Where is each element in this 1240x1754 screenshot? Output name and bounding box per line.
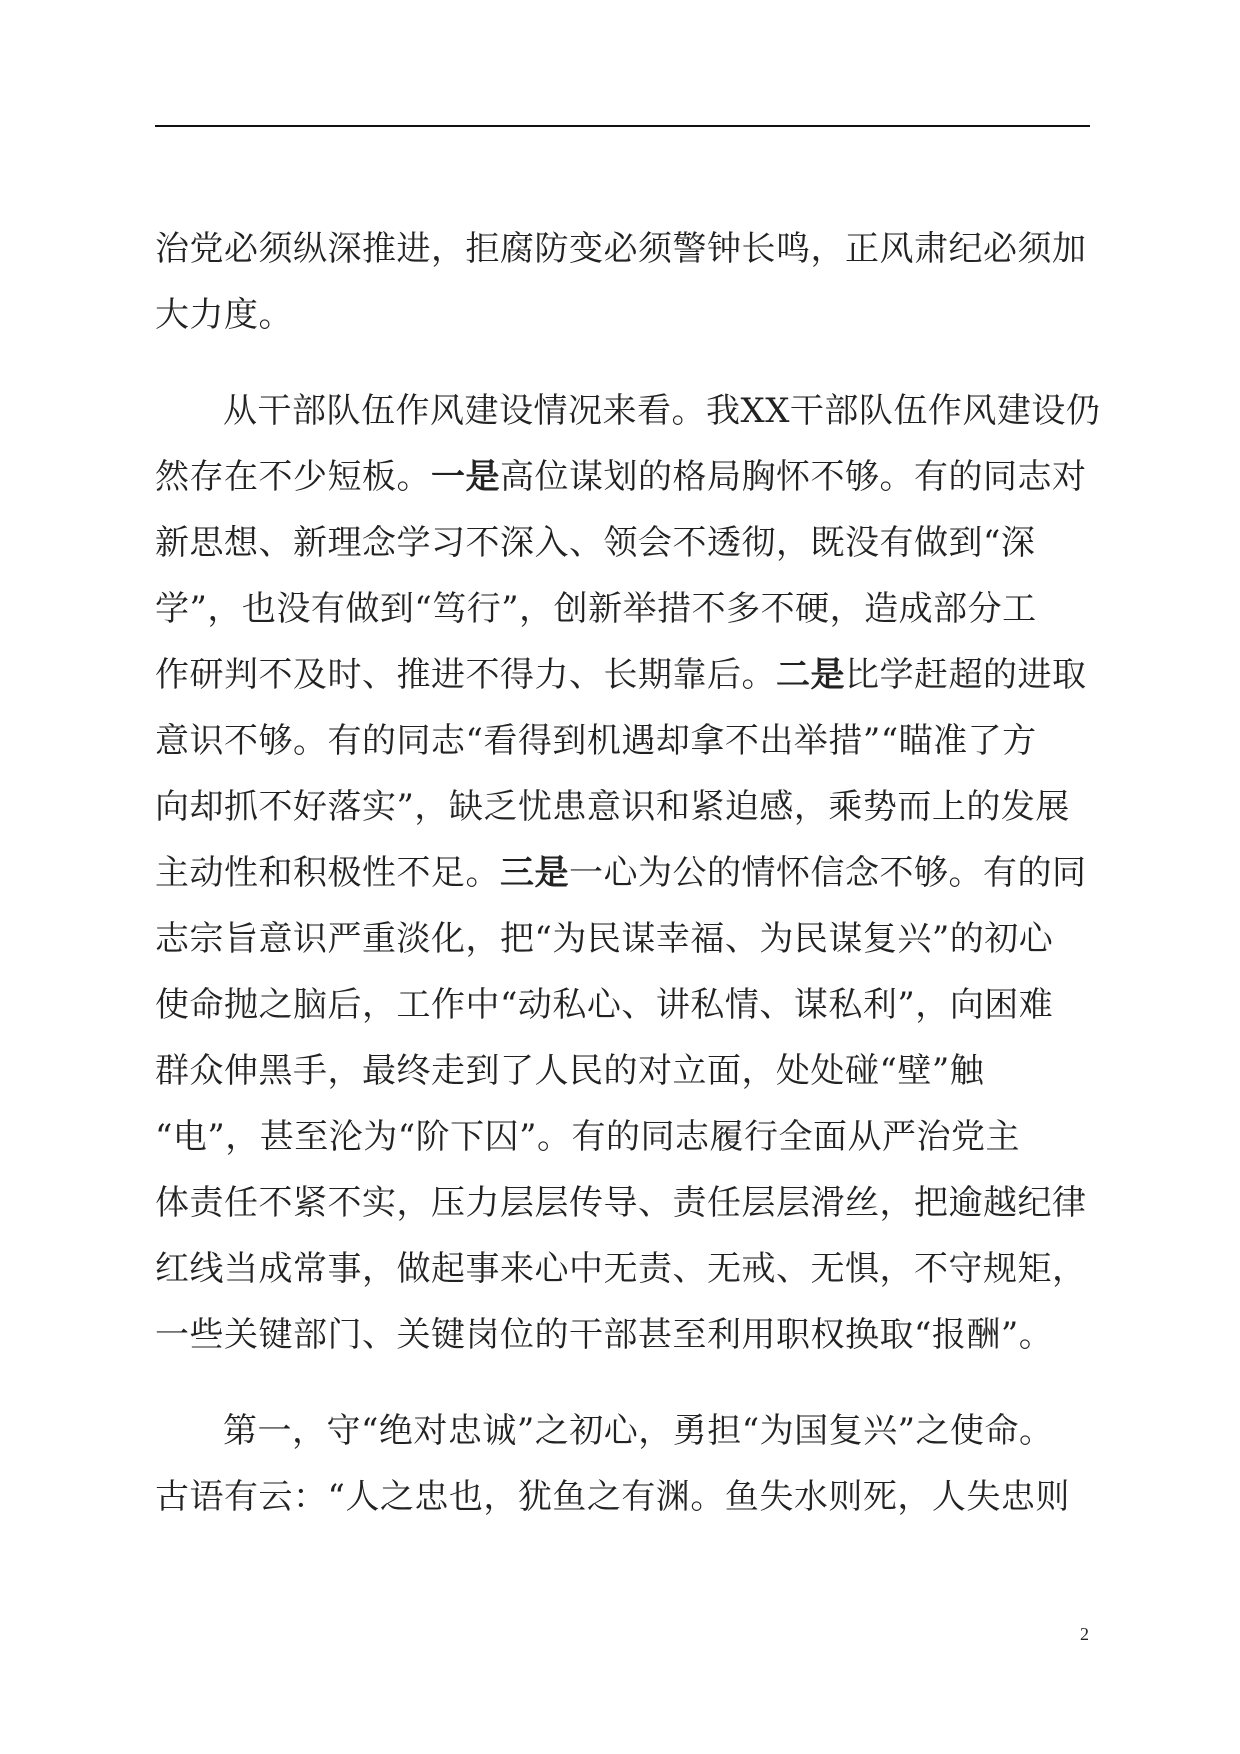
- page-number: 2: [1080, 1624, 1089, 1644]
- text-line: 治党必须纵深推进，拒腐防变必须警钟长鸣，正风肃纪必须加: [155, 229, 1087, 269]
- text-line: [155, 1236, 1090, 1302]
- text-run: 学”，也没有做到“笃行”，创新举措不多不硬，造成部分工: [155, 589, 1037, 629]
- paragraph-continuation: [155, 216, 1090, 348]
- text-line: [155, 444, 1090, 510]
- text-run: 向却抓不好落实”，缺乏忧患意识和紧迫感，乘势而上的发展: [155, 787, 1070, 827]
- text-run: “电”，甚至沦为“阶下囚”。有的同志履行全面从严治党主: [155, 1117, 1021, 1157]
- header-rule: [155, 125, 1090, 127]
- text-line: [155, 378, 1101, 444]
- text-line: [155, 972, 1090, 1038]
- text-run: 比学赶超的进取: [845, 655, 1087, 695]
- text-run: 新思想、新理念学习不深入、领会不透彻，既没有做到“深: [155, 523, 1036, 563]
- text-line: 古语有云：“人之忠也，犹鱼之有渊。鱼失水则死，人失忠则: [155, 1477, 1070, 1517]
- bold-marker-second: 二是: [776, 655, 845, 695]
- text-line: [155, 642, 1090, 708]
- text-line: [155, 1170, 1090, 1236]
- paragraph-style-analysis: [155, 378, 1101, 1368]
- text-run: 主动性和积极性不足。: [155, 853, 500, 893]
- text-run: 体责任不紧不实，压力层层传导、责任层层滑丝，把逾越纪律: [155, 1183, 1087, 1223]
- text-line: [155, 708, 1090, 774]
- text-line: [155, 510, 1090, 576]
- bold-marker-first: 一是: [431, 457, 500, 497]
- document-body: [155, 216, 1101, 1530]
- text-line: [155, 1302, 1090, 1368]
- text-line: [155, 1104, 1090, 1170]
- text-run: 红线当成常事，做起事来心中无责、无戒、无惧，不守规矩，: [155, 1249, 1087, 1289]
- text-run: 从干部队伍作风建设情况来看。我XX干部队伍作风建设仍: [223, 391, 1101, 431]
- text-run: 一些关键部门、关键岗位的干部甚至利用职权换取“报酬”。: [155, 1315, 1054, 1355]
- text-line: [155, 1038, 1090, 1104]
- text-run: 然存在不少短板。: [155, 457, 431, 497]
- bold-marker-third: 三是: [500, 853, 569, 893]
- text-line: [155, 774, 1090, 840]
- text-line: [155, 576, 1090, 642]
- text-line: 第一，守“绝对忠诚”之初心，勇担“为国复兴”之使命。: [223, 1411, 1054, 1451]
- text-run: 作研判不及时、推进不得力、长期靠后。: [155, 655, 776, 695]
- text-run: 意识不够。有的同志“看得到机遇却拿不出举措”“瞄准了方: [155, 721, 1037, 761]
- text-line: [155, 840, 1090, 906]
- paragraph-first-point: [155, 1398, 1090, 1530]
- text-run: 使命抛之脑后，工作中“动私心、讲私情、谋私利”，向困难: [155, 985, 1054, 1025]
- text-run: 一心为公的情怀信念不够。有的同: [569, 853, 1087, 893]
- text-run: 群众伸黑手，最终走到了人民的对立面，处处碰“壁”触: [155, 1051, 985, 1091]
- text-line: 大力度。: [155, 295, 293, 335]
- text-run: 志宗旨意识严重淡化，把“为民谋幸福、为民谋复兴”的初心: [155, 919, 1054, 959]
- text-line: [155, 906, 1090, 972]
- text-run: 高位谋划的格局胸怀不够。有的同志对: [500, 457, 1087, 497]
